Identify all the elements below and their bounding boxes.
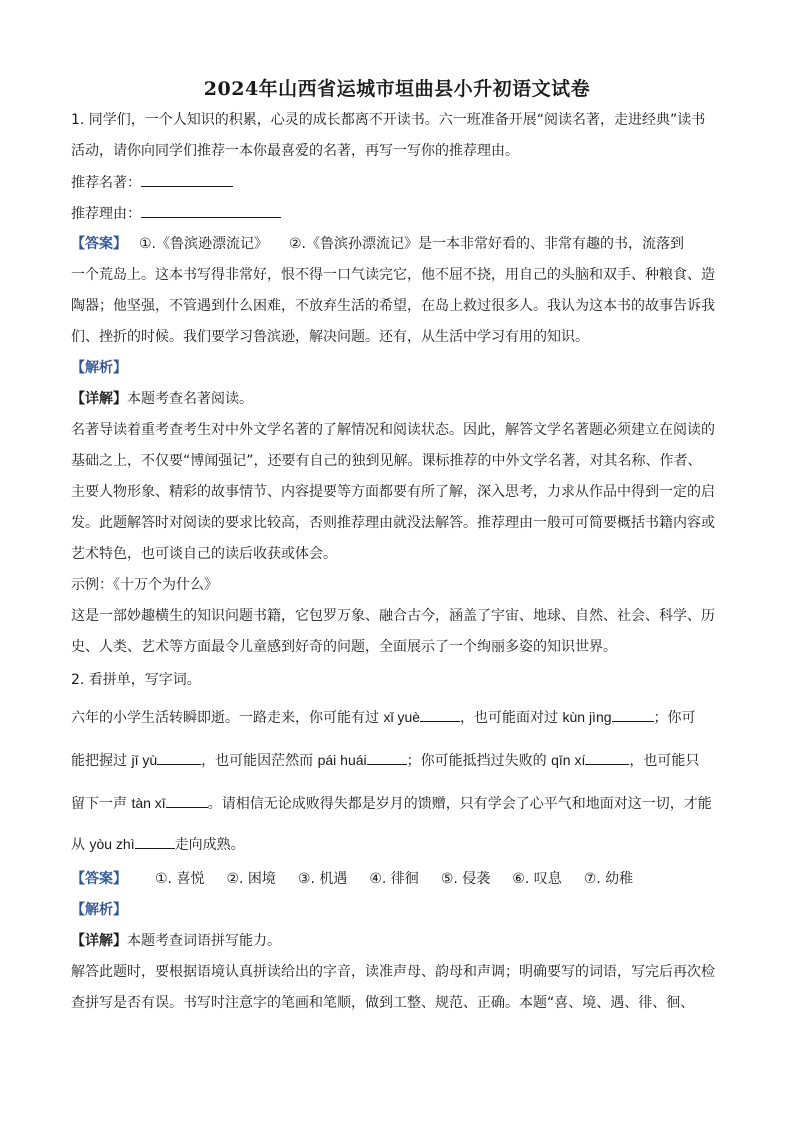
q1-answer-line: 们、挫折的时候。我们要学习鲁滨逊，解决问题。还有，从生活中学习有用的知识。 [71, 329, 589, 345]
q1-body-line: 主要人物形象、精彩的故事情节、内容提要等方面都要有所了解，深入思考，力求从作品中得到一定的启 [71, 484, 715, 500]
q1-answer-line: 陶器；他坚强，不管遇到什么困难，不放弃生活的希望，在岛上救过很多人。我认为这本书的故事告诉我 [71, 298, 715, 314]
detail-text: 本题考查名著阅读。 [127, 391, 253, 407]
fill-blank-5[interactable] [585, 750, 629, 765]
q2-body-line: 查拼写是否有误。书写时注意字的笔画和笔顺，做到工整、规范、正确。本题“喜、境、遇、徘、徊、 [71, 995, 695, 1011]
q2-answer-line [71, 869, 731, 889]
fill-blank-7[interactable] [135, 834, 175, 849]
q2-passage-line: 从 yòu zhì 走向成熟。 [71, 836, 245, 853]
q2-passage-line: 留下一声 tàn xī 。请相信无论成败得失都是岁月的馈赠，只有学会了心平气和地面对这一切，才能 [71, 795, 712, 812]
q1-reason-row [71, 203, 731, 224]
q1-body-line: 发。此题解答时对阅读的要求比较高，否则推荐理由就没法解答。推荐理由一般可可简要概括书籍内容或 [71, 515, 715, 531]
analysis-tag: 【解析】 [71, 360, 127, 376]
q1-book-row [71, 172, 731, 193]
answer-item: ⑦. 幼稚 [583, 871, 634, 887]
q1-answer-line: 一个荒岛上。这本书写得非常好，恨不得一口气读完它，他不屈不挠，用自己的头脑和双手、种粮食、造 [71, 267, 715, 283]
q1-detail-line [71, 389, 731, 409]
q2-heading: 2. 看拼单，写字词。 [71, 672, 201, 688]
book-label: 推荐名著： [71, 175, 141, 191]
answer-item: ⑤. 侵袭 [440, 871, 491, 887]
fill-blank-1[interactable] [420, 707, 460, 722]
answer-item: ①. 喜悦 [155, 871, 205, 887]
example-label: 示例：《十万个为什么》 [71, 577, 218, 593]
detail-tag: 【详解】 [71, 391, 127, 407]
answer-text: ①.《鲁滨逊漂流记》 ②.《鲁滨孙漂流记》是一本非常好看的、非常有趣的书，流落到 [139, 236, 684, 252]
pinyin-you-zhi: yòu zhì [89, 836, 135, 852]
q1-body-line: 名著导读着重考查考生对中外文学名著的了解情况和阅读状态。因此，解答文学名著题必须建立在阅读的 [71, 422, 715, 438]
answer-item: ④. 徘徊 [369, 871, 419, 887]
q2-passage-line: 能把握过 jī yù ，也可能因茫然而 pái huái ；你可能抵挡过失败的 qīn xí ，也可能只 [71, 752, 700, 769]
reason-answer-blank[interactable] [141, 203, 281, 218]
q1-body-line: 艺术特色，也可谈自己的读后收获或体会。 [71, 546, 337, 562]
example-line: 史、人类、艺术等方面最令儿童感到好奇的问题，全面展示了一个绚丽多姿的知识世界。 [71, 639, 617, 655]
pinyin-kun-jing: kùn jìng [562, 709, 612, 725]
q2-body-line: 解答此题时，要根据语境认真拼读给出的字音，读准声母、韵母和声调；明确要写的词语，写完后再次检 [71, 964, 715, 980]
answer-item: ②. 困境 [226, 871, 276, 887]
q1-body-line: 基础之上，不仅要“博闻强记”，还要有自己的独到见解。课标推荐的中外文学名著，对其名称、作者、 [71, 453, 702, 469]
pinyin-xi-yue: xǐ yuè [383, 709, 421, 725]
q1-answer-line [71, 234, 731, 254]
answer-item: ③. 机遇 [297, 871, 348, 887]
pinyin-ji-yu: jī yù [131, 752, 158, 768]
pinyin-tan-xi: tàn xī [131, 795, 166, 811]
example-line: 这是一部妙趣横生的知识问题书籍，它包罗万象、融合古今，涵盖了宇宙、地球、自然、社会、科学、历 [71, 608, 715, 624]
detail-text: 本题考查词语拼写能力。 [127, 933, 281, 949]
q2-detail-line [71, 931, 731, 951]
q1-prompt-line: 活动，请你向同学们推荐一本你最喜爱的名著，再写一写你的推荐理由。 [71, 143, 519, 159]
fill-blank-3[interactable] [157, 750, 201, 765]
answer-item: ⑥. 叹息 [512, 871, 562, 887]
pinyin-qin-xi: qīn xí [551, 752, 586, 768]
book-answer-blank[interactable] [141, 172, 233, 187]
q1-prompt-line: 1. 同学们，一个人知识的积累，心灵的成长都离不开读书。六一班准备开展“阅读名著，走进经典”读书 [71, 112, 706, 128]
analysis-tag: 【解析】 [71, 902, 127, 918]
fill-blank-4[interactable] [367, 750, 407, 765]
q2-passage-line: 六年的小学生活转瞬即逝。一路走来，你可能有过 xǐ yuè ，也可能面对过 kùn jìng ；你可 [71, 709, 696, 726]
answer-tag: 【答案】 [71, 871, 127, 887]
detail-tag: 【详解】 [71, 933, 127, 949]
pinyin-pai-huai: pái huái [317, 752, 367, 768]
reason-label: 推荐理由： [71, 206, 141, 222]
page-title: 2024年山西省运城市垣曲县小升初语文试卷 [203, 78, 591, 100]
fill-blank-6[interactable] [166, 793, 208, 808]
answer-tag: 【答案】 [71, 236, 127, 252]
fill-blank-2[interactable] [612, 707, 654, 722]
